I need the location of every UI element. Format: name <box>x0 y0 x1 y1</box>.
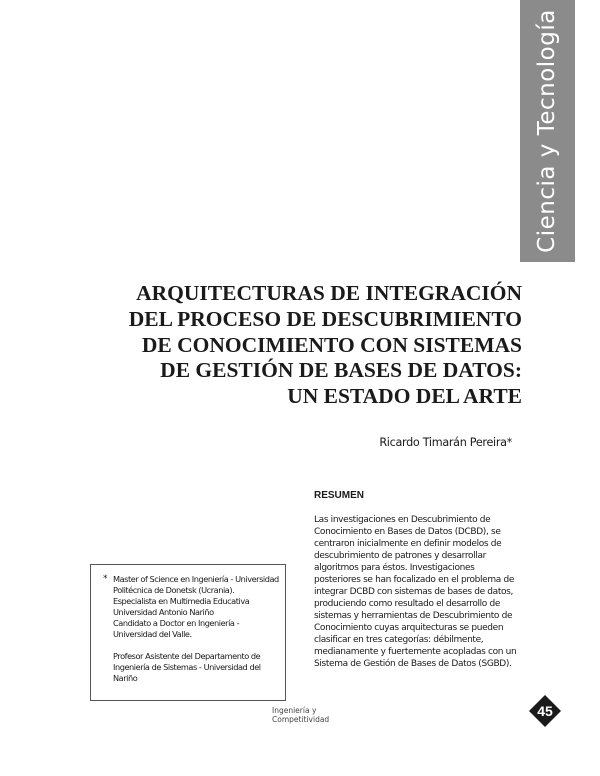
abstract-line: centraron inicialmente en definir modelos de <box>314 539 502 549</box>
author-name: Ricardo Timarán Pereira* <box>379 436 512 449</box>
abstract-line: integrar DCBD con sistemas de bases de datos, <box>314 587 514 597</box>
footnote-line: Politécnica de Donetsk (Ucrania). <box>113 585 235 595</box>
footnote-line: Profesor Asistente del Departamento de <box>113 651 261 661</box>
footnote-line: Master of Science en Ingeniería - Universidad <box>113 574 279 584</box>
page-number: 45 <box>537 703 553 719</box>
footnote-line: Nariño <box>113 673 138 683</box>
abstract-line: Sistema de Gestión de Bases de Datos (SGBD). <box>314 659 512 669</box>
title-line: DE CONOCIMIENTO CON SISTEMAS <box>141 332 522 357</box>
abstract-line: medianamente y fuertemente acopladas con un <box>314 647 517 657</box>
footnote-text <box>113 574 279 684</box>
abstract-line: clasificar en tres categorías: débilmente, <box>314 635 484 645</box>
journal-name <box>272 706 329 724</box>
abstract-line: sistemas y herramientas de Descubrimiento de <box>314 611 513 621</box>
abstract-heading: RESUMEN <box>314 490 365 501</box>
footnote-line: Ingeniería de Sistemas - Universidad del <box>113 662 261 672</box>
footnote-line: Especialista en Multimedia Educativa <box>113 596 250 606</box>
footnote-line: Universidad del Valle. <box>113 629 192 639</box>
section-label: Ciencia y Tecnología <box>534 9 560 253</box>
footnote-line: Universidad Antonio Nariño <box>113 607 214 617</box>
article-title <box>52 281 522 410</box>
abstract-line: descubrimiento de patrones y desarrollar <box>314 551 486 561</box>
journal-line: Competitividad <box>272 715 330 724</box>
abstract-line: posteriores se han focalizado en el problema de <box>314 575 515 585</box>
footnote-line: Candidato a Doctor en Ingeniería - <box>113 618 240 628</box>
abstract-line: Conocimiento cuyas arquitecturas se pueden <box>314 623 504 633</box>
title-line: DE GESTIÓN DE BASES DE DATOS: <box>160 358 522 383</box>
title-line: ARQUITECTURAS DE INTEGRACIÓN <box>136 281 522 305</box>
abstract-line: Conocimiento en Bases de Datos (DCBD), se <box>314 527 501 537</box>
abstract-line: produciendo como resultado el desarrollo de <box>314 599 501 609</box>
abstract-body <box>314 514 540 670</box>
footnote-mark: * <box>103 574 108 584</box>
title-line: DEL PROCESO DE DESCUBRIMIENTO <box>128 306 522 331</box>
title-line: UN ESTADO DEL ARTE <box>287 384 522 409</box>
journal-line: Ingeniería y <box>272 706 317 715</box>
abstract-line: algoritmos para éstos. Investigaciones <box>314 563 475 573</box>
footnote-spacer <box>113 640 279 651</box>
page-number-badge <box>528 694 562 728</box>
abstract-line: Las investigaciones en Descubrimiento de <box>314 515 491 525</box>
